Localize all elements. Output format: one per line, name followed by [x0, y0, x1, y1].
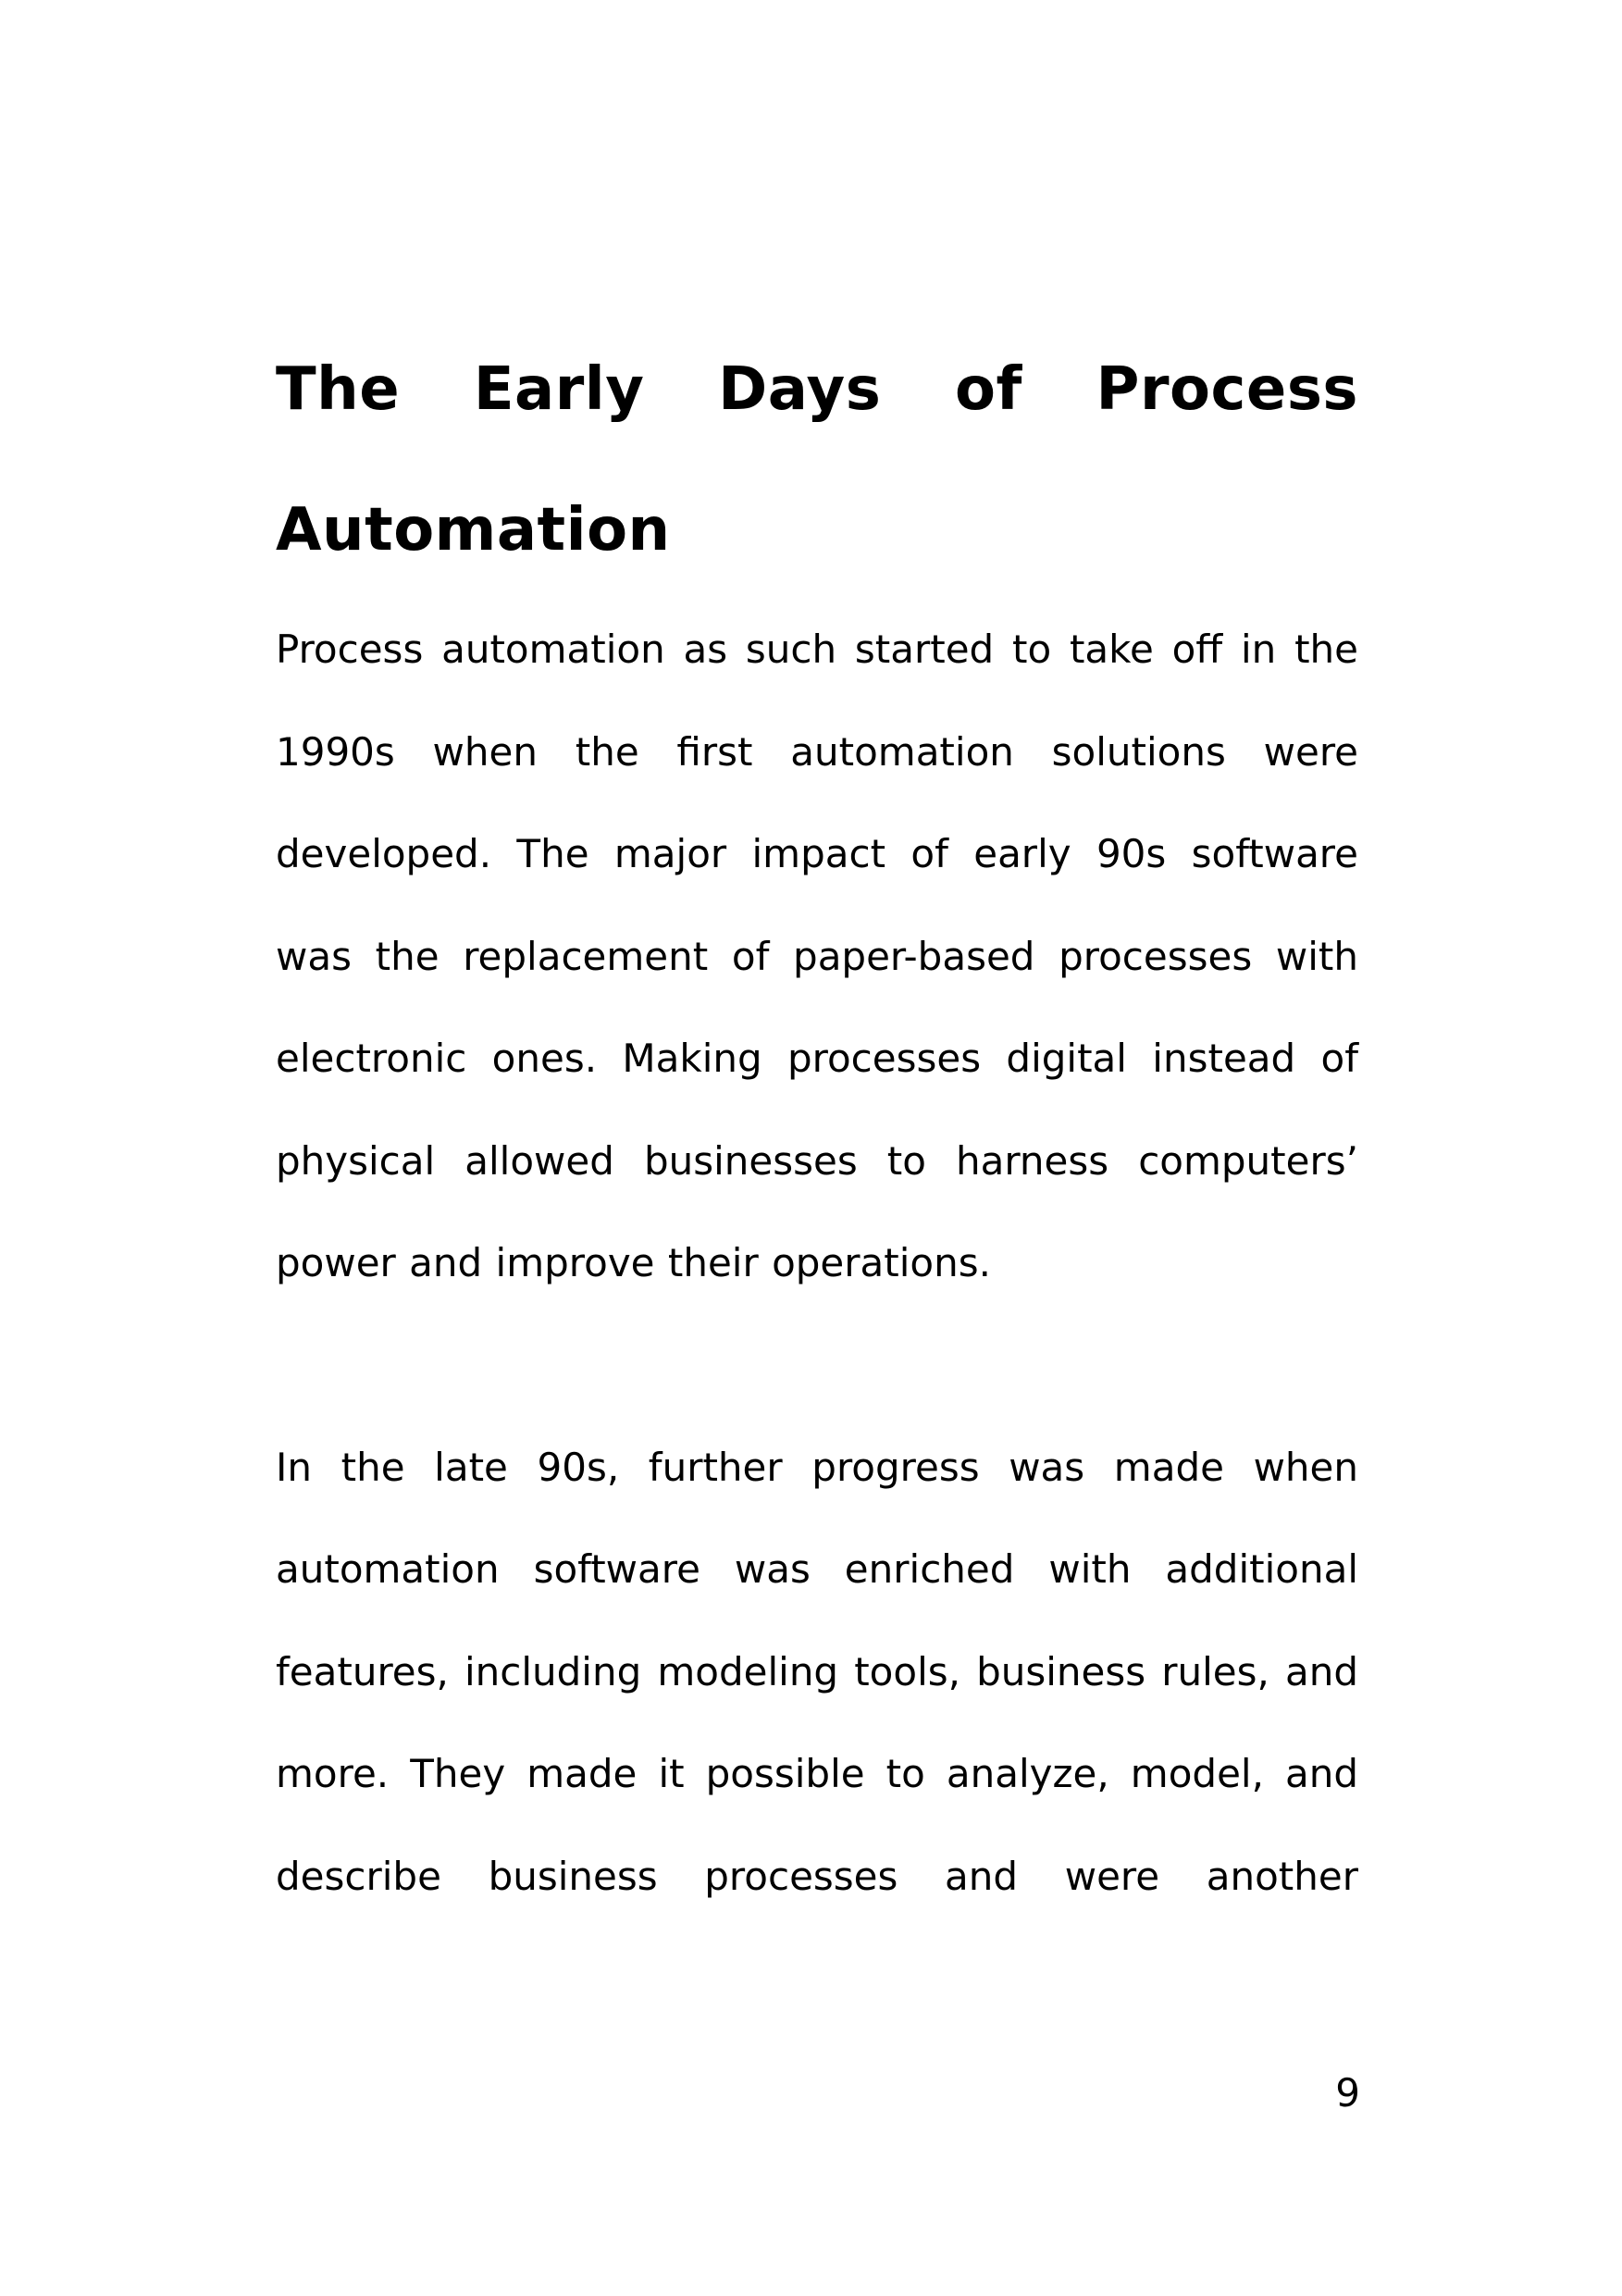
- body-paragraph: Process automation as such started to take off in the 1990s when the first automation solutions were developed. The major impact of early 90s software was the replacement of paper-based processes with electronic ones. Making processes digital instead of physical allowed businesses to harness computers’ power and improve their operations.: [276, 627, 1358, 1285]
- section-title: The Early Days of Process Automation: [276, 355, 1358, 565]
- page-number: 9: [1335, 2070, 1360, 2116]
- body-paragraph: In the late 90s, further progress was made when automation software was enriched with additional features, including modeling tools, business rules, and more. They made it possible to analyze, model, and describe business processes and were another: [276, 1444, 1358, 1899]
- page-content: [276, 319, 1358, 1928]
